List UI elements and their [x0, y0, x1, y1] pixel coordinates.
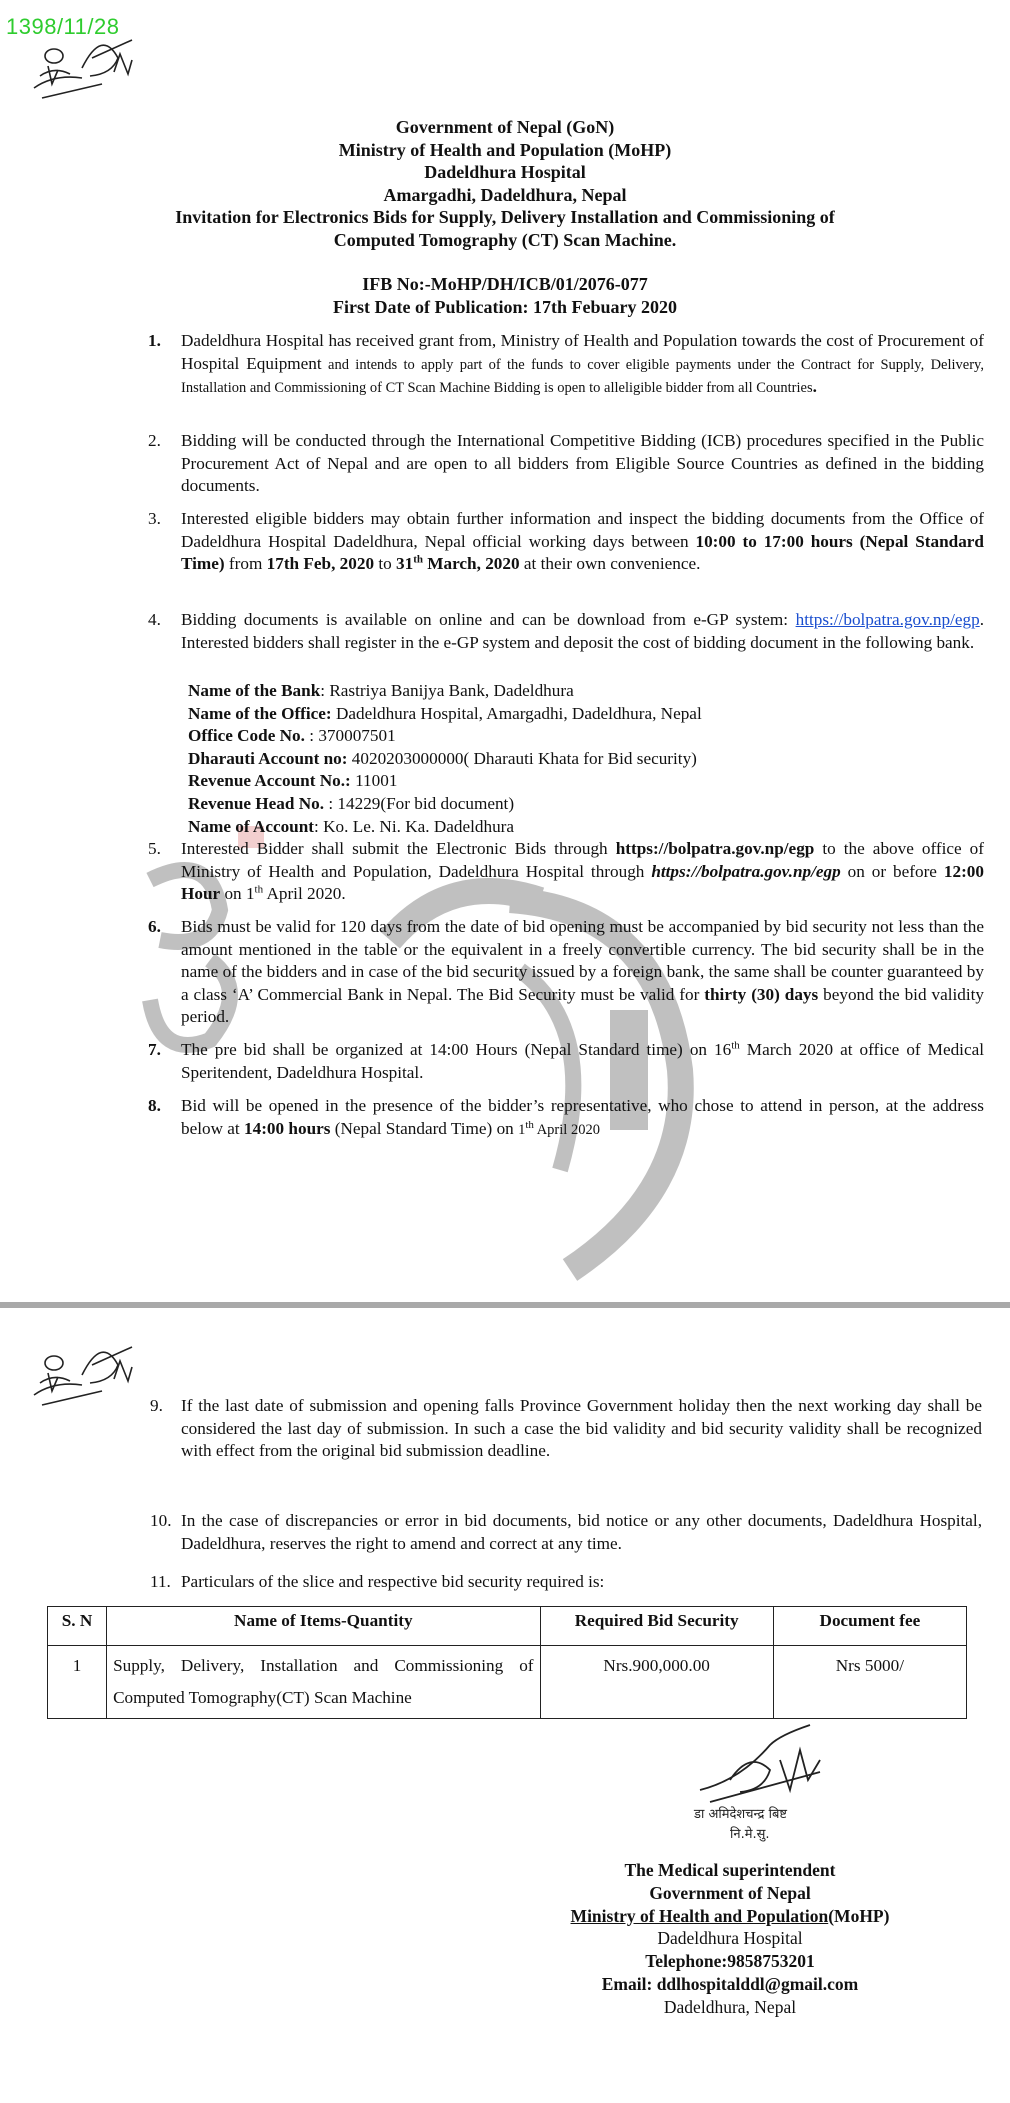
- office-name-label: Name of the Office:: [188, 703, 332, 723]
- opening-hour: 14:00 hours: [244, 1118, 331, 1138]
- page-divider: [0, 1302, 1010, 1308]
- clause-text: at their own convenience.: [519, 554, 701, 574]
- email-label: Email:: [601, 1973, 657, 1994]
- clause-text: on 1: [220, 884, 255, 904]
- header-invitation-line2: Computed Tomography (CT) Scan Machine.: [333, 229, 677, 250]
- clause-text: If the last date of submission and opening falls Province Government holiday then the next working day shall be considered the last day of submission. In such a case the bid validity and bid security validity shall be recognized with effect from the original bid submission deadline.: [181, 1396, 982, 1461]
- signatory-location: Dadeldhura, Nepal: [663, 1996, 797, 2017]
- initials-stamp-icon: [22, 28, 152, 103]
- opening-day: 1: [518, 1121, 526, 1138]
- office-name-value: Dadeldhura Hospital, Amargadhi, Dadeldhura, Nepal: [331, 703, 702, 723]
- header-invitation-line1: Invitation for Electronics Bids for Supply, Delivery Installation and Commissioning of: [175, 207, 835, 227]
- clause-number: 8.: [148, 1096, 161, 1115]
- signatory-hospital: Dadeldhura Hospital: [657, 1928, 803, 1949]
- cell-item-name: Supply, Delivery, Installation and Commissioning of Computed Tomography(CT) Scan Machine: [107, 1646, 540, 1719]
- account-name-value: : Ko. Le. Ni. Ka. Dadeldhura: [314, 816, 515, 836]
- column-header: Document fee: [773, 1607, 966, 1646]
- header-hospital: Dadeldhura Hospital: [424, 162, 586, 182]
- clause-8: [148, 1095, 984, 1141]
- egp-link[interactable]: https://bolpatra.gov.np/egp: [795, 610, 980, 629]
- signatory-name-nepali: डा अमिदेशचन्द्र बिष्ट: [694, 1807, 787, 1822]
- clause-6: [148, 916, 984, 1029]
- clause-number: 7.: [148, 1040, 161, 1059]
- clause-number: 10.: [150, 1511, 172, 1530]
- office-code-value: : 370007501: [304, 726, 396, 746]
- clause-text: Bids must be valid for 120 days from the date of bid opening must be accompanied by bid security not less than the amount mentioned in the table or the equivalent in a freely convertible currency. The bid security shall be in the name of the bidders and in case of the bid security issued by a foreign bank, the same shall be counter guaranteed by a class ‘A’ Commercial Bank in Nepal. The Bid Security must be valid for: [181, 917, 984, 1004]
- working-hours: 10:00 to 17:00 hours (Nepal Standard Time): [181, 531, 984, 574]
- bank-name-label: Name of the Bank: [188, 681, 321, 700]
- revenue-head-value: : 14229(For bid document): [324, 793, 515, 813]
- clause-text: to the above office of Ministry of Health and Population, Dadeldhura Hospital through: [181, 839, 984, 881]
- clause-text: Dadeldhura Hospital has received grant from, Ministry of Health and Population towards the cost of Procurement of Hospital Equipment: [181, 331, 984, 373]
- deadline-hour: 12:00 Hour: [181, 861, 984, 904]
- clause-11: [150, 1571, 982, 1594]
- clause-4: [148, 609, 984, 654]
- account-name-label: Name of Account: [188, 816, 315, 836]
- signatory-telephone: Telephone:9858753201: [645, 1951, 815, 1972]
- clause-number: 9.: [150, 1396, 163, 1415]
- clause-text: April 2020.: [263, 884, 346, 904]
- column-header: Name of Items-Quantity: [107, 1607, 540, 1646]
- opening-month: April 2020: [533, 1121, 600, 1138]
- revenue-account-label: Revenue Account No.:: [188, 771, 351, 791]
- revenue-account-value: 11001: [350, 771, 398, 791]
- header-ministry: Ministry of Health and Population (MoHP): [338, 139, 672, 160]
- notice-header: [0, 116, 1010, 251]
- clause-text: The pre bid shall be organized at 14:00 Hours (Nepal Standard time) on 16: [181, 1040, 732, 1059]
- clause-number: 4.: [148, 610, 161, 629]
- clause-text: beyond the bid validity period.: [181, 984, 984, 1027]
- cell-security: Nrs.900,000.00: [540, 1646, 773, 1719]
- header-government: Government of Nepal (GoN): [395, 117, 615, 137]
- clause-text: (Nepal Standard Time) on: [330, 1118, 519, 1138]
- clause-text: Interested eligible bidders may obtain further information and inspect the bidding documents from the Office of Dadeldhura Hospital Dadeldhura, Nepal official working days between: [181, 509, 984, 551]
- clause-10: [150, 1510, 982, 1555]
- column-header: S. N: [48, 1607, 107, 1646]
- end-date: [396, 554, 520, 573]
- clause-number: 11.: [150, 1572, 171, 1591]
- clause-text: Bidding documents is available on online and can be download from e-GP system:: [181, 610, 796, 629]
- clause-7: [148, 1039, 984, 1084]
- signatory-title: The Medical superintendent: [624, 1860, 836, 1880]
- clause-3: [148, 508, 984, 576]
- cell-sn: 1: [48, 1646, 107, 1719]
- bank-name-value: : Rastriya Banijya Bank, Dadeldhura: [320, 681, 574, 700]
- clause-2: [148, 430, 984, 498]
- ordinal-suffix: th: [525, 1118, 534, 1131]
- egp-url: https://bolpatra.gov.np/egp: [651, 861, 841, 881]
- dharauti-account-value: 4020203000000( Dharauti Khata for Bid security): [347, 748, 697, 768]
- clause-text: . Interested bidders shall register in the e-GP system and deposit the cost of bidding document in the following bank.: [181, 610, 984, 652]
- ordinal-suffix: th: [254, 883, 264, 896]
- start-date: 17th Feb, 2020: [266, 554, 375, 574]
- header-address: Amargadhi, Dadeldhura, Nepal: [383, 184, 627, 205]
- clause-text: Interested Bidder shall submit the Electronic Bids through: [181, 839, 616, 858]
- publication-date: First Date of Publication: 17th Febuary 2020: [333, 296, 677, 317]
- clause-number: 3.: [148, 509, 161, 528]
- end-date-rest: March, 2020: [422, 554, 520, 574]
- opening-date: [518, 1118, 600, 1138]
- column-header: Required Bid Security: [540, 1607, 773, 1646]
- egp-url: https://bolpatra.gov.np/egp: [615, 839, 815, 858]
- bid-security-table: [47, 1606, 967, 1719]
- initials-stamp-icon: [22, 1335, 152, 1410]
- signatory-block: [500, 1859, 960, 2019]
- clause-text: and intends to apply part of the funds to cover eligible payments under the Contract for Supply, Delivery, Installation and Commissioning of CT Scan Machine Bidding is open to alleligible bidder from all Countries: [181, 356, 984, 397]
- clause-text: on or before: [840, 861, 944, 881]
- revenue-head-label: Revenue Head No.: [188, 793, 325, 813]
- clause-number: 2.: [148, 431, 161, 450]
- office-code-label: Office Code No.: [188, 726, 305, 746]
- clause-9: [150, 1395, 982, 1463]
- clause-number: 6.: [148, 917, 161, 936]
- clause-text: to: [374, 554, 397, 574]
- clause-1: [148, 330, 984, 400]
- table-header-row: [48, 1607, 967, 1646]
- clause-text: .: [812, 377, 817, 397]
- table-row: [48, 1646, 967, 1719]
- cell-fee: Nrs 5000/: [773, 1646, 966, 1719]
- ifb-block: [0, 273, 1010, 318]
- clause-number: 5.: [148, 839, 161, 858]
- ordinal-suffix: th: [731, 1039, 740, 1052]
- dharauti-account-label: Dharauti Account no:: [188, 748, 348, 768]
- bank-details: [188, 680, 702, 838]
- clause-text: Bidding will be conducted through the International Competitive Bidding (ICB) procedures specified in the Public Procurement Act of Nepal and are open to all bidders from Eligible Source Countries as defined in the bidding documents.: [181, 431, 984, 496]
- security-validity: thirty (30) days: [704, 984, 819, 1004]
- clause-text: In the case of discrepancies or error in bid documents, bid notice or any other documents, Dadeldhura Hospital, Dadeldhura, reserves the right to amend and correct at any time.: [181, 1511, 982, 1553]
- clause-5: [148, 838, 984, 906]
- clause-text: March 2020 at office of Medical Speritendent, Dadeldhura Hospital.: [181, 1040, 984, 1082]
- signatory-title-nepali: नि.मे.सु.: [730, 1827, 770, 1842]
- ifb-number: IFB No:-MoHP/DH/ICB/01/2076-077: [362, 274, 648, 294]
- clause-text: Particulars of the slice and respective bid security required is:: [181, 1572, 605, 1591]
- email-address[interactable]: ddlhospitalddl@gmail.com: [656, 1973, 859, 1994]
- signatory-ministry-abbr: (MoHP): [828, 1905, 890, 1926]
- signature-icon: [690, 1720, 840, 1840]
- date-stamp: 1398/11/28: [6, 14, 120, 39]
- clause-text: from: [224, 554, 267, 574]
- signatory-ministry: Ministry of Health and Population: [570, 1905, 829, 1926]
- clause-text: Bid will be opened in the presence of the bidder’s representative, who chose to attend in person, at the address below at: [181, 1096, 984, 1138]
- clause-number: 1.: [148, 331, 161, 350]
- signatory-government: Government of Nepal: [649, 1882, 811, 1903]
- end-date-day: 31: [396, 554, 414, 574]
- ordinal-suffix: th: [413, 553, 423, 566]
